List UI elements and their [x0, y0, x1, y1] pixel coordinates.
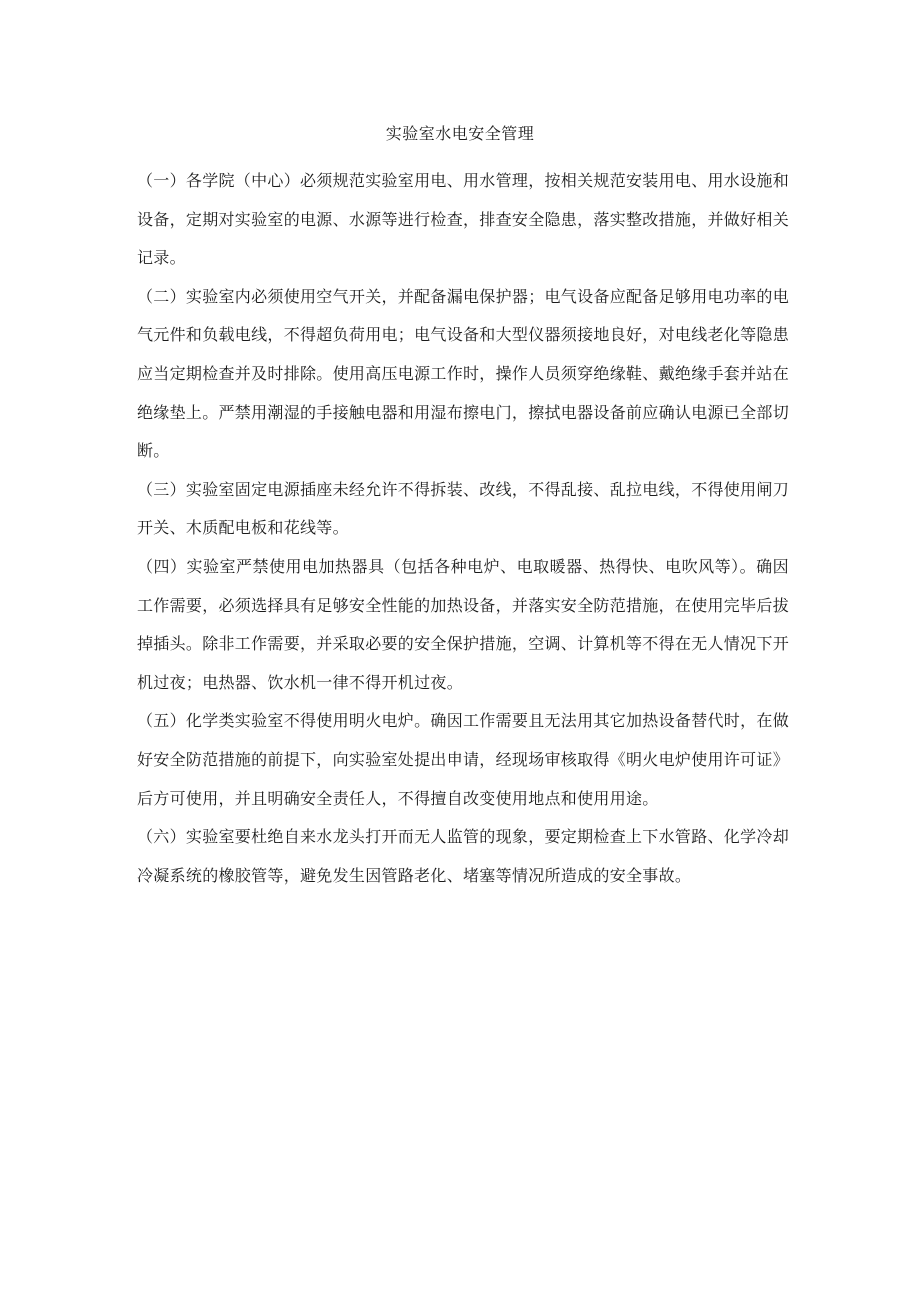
paragraph-2: （二）实验室内必须使用空气开关，并配备漏电保护器；电气设备应配备足够用电功率的电气元件和负载电线，不得超负荷用电；电气设备和大型仪器须接地良好，对电线老化等隐患应当定期检查并及时排除。使用高压电源工作时，操作人员须穿绝缘鞋、戴绝缘手套并站在绝缘垫上。严禁用潮湿的手接触电器和用湿布擦电门，擦拭电器设备前应确认电源已全部切断。	[137, 286, 790, 461]
paragraph-6: （六）实验室要杜绝自来水龙头打开而无人监管的现象，要定期检查上下水管路、化学冷却冷凝系统的橡胶管等，避免发生因管路老化、堵塞等情况所造成的安全事故。	[137, 827, 790, 885]
document-title: 实验室水电安全管理	[385, 124, 535, 143]
document-body	[137, 162, 789, 895]
paragraph-5: （五）化学类实验室不得使用明火电炉。确因工作需要且无法用其它加热设备替代时，在做好安全防范措施的前提下，向实验室处提出申请，经现场审核取得《明火电炉使用许可证》后方可使用，并且明确安全责任人，不得擅自改变使用地点和使用用途。	[137, 711, 790, 808]
paragraph-3: （三）实验室固定电源插座未经允许不得拆装、改线，不得乱接、乱拉电线，不得使用闸刀开关、木质配电板和花线等。	[137, 479, 790, 538]
paragraph-4: （四）实验室严禁使用电加热器具（包括各种电炉、电取暖器、热得快、电吹风等）。确因工作需要，必须选择具有足够安全性能的加热设备，并落实安全防范措施，在使用完毕后拔掉插头。除非工作需要，并采取必要的安全保护措施，空调、计算机等不得在无人情况下开机过夜；电热器、饮水机一律不得开机过夜。	[137, 556, 790, 692]
paragraph-1: （一）各学院（中心）必须规范实验室用电、用水管理，按相关规范安装用电、用水设施和设备，定期对实验室的电源、水源等进行检查，排查安全隐患，落实整改措施，并做好相关记录。	[137, 171, 790, 268]
